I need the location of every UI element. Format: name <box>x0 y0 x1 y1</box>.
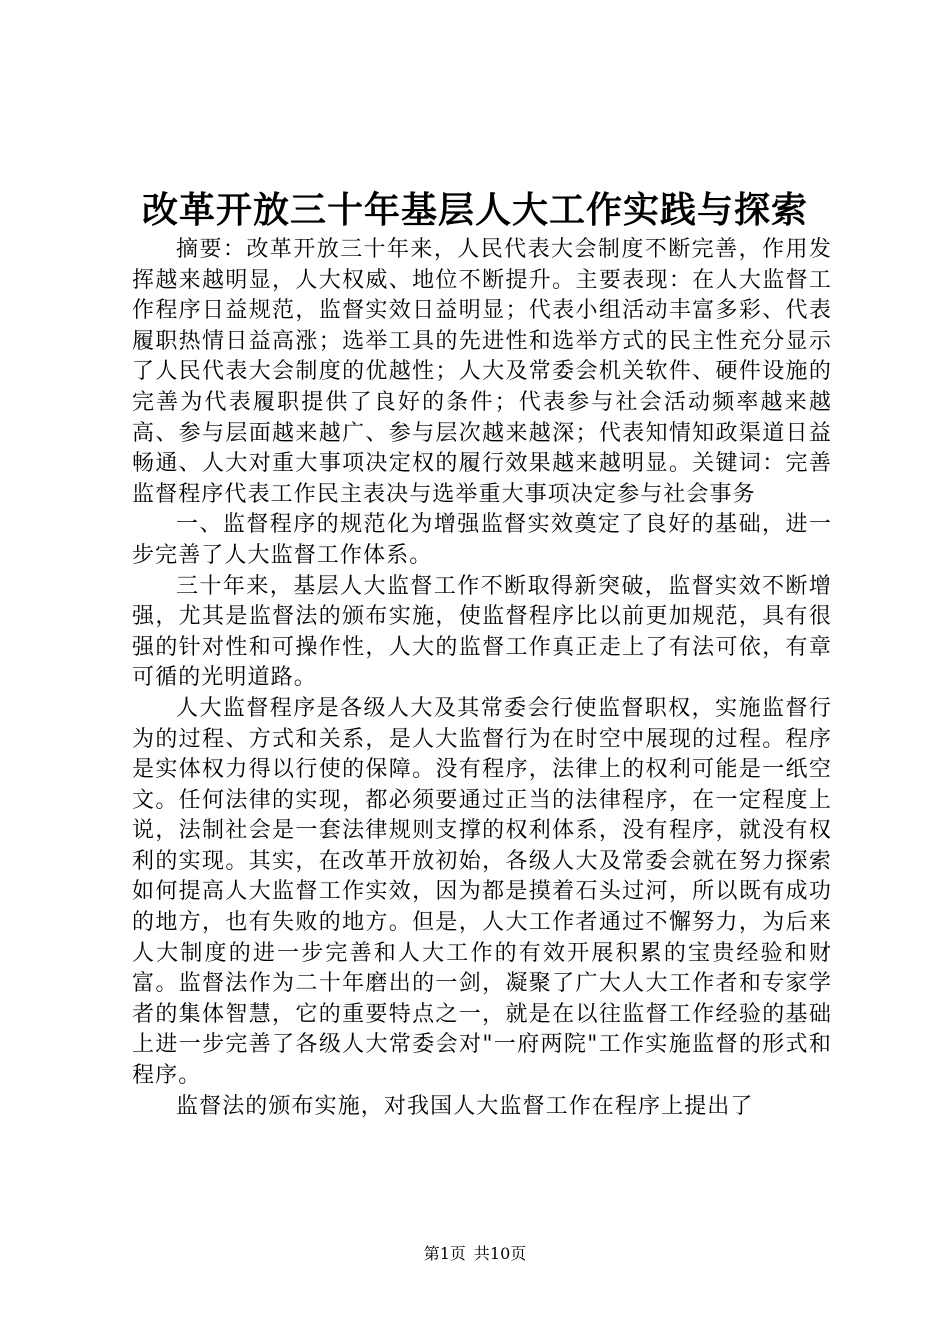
body-paragraph: 监督法的颁布实施，对我国人大监督工作在程序上提出了 <box>176 1093 754 1119</box>
document-title: 改革开放三十年基层人大工作实践与探索 <box>141 189 808 231</box>
section-heading-paragraph: 一、监督程序的规范化为增强监督实效奠定了良好的基础，进一步完善了人大监督工作体系。 <box>132 512 832 568</box>
body-paragraph: 三十年来，基层人大监督工作不断取得新突破，监督实效不断增强，尤其是监督法的颁布实施，使监督程序比以前更加规范，具有很强的针对性和可操作性，人大的监督工作真正走上了有法可依，有章可循的光明道路。 <box>132 573 832 691</box>
document-body <box>132 235 832 1122</box>
page-footer <box>0 1244 950 1264</box>
abstract-paragraph: 摘要：改革开放三十年来，人民代表大会制度不断完善，作用发挥越来越明显，人大权威、地位不断提升。主要表现：在人大监督工作程序日益规范，监督实效日益明显；代表小组活动丰富多彩、代表履职热情日益高涨；选举工具的先进性和选举方式的民主性充分显示了人民代表大会制度的优越性；人大及常委会机关软件、硬件设施的完善为代表履职提供了良好的条件；代表参与社会活动频率越来越高、参与层面越来越广、参与层次越来越深；代表知情知政渠道日益畅通、人大对重大事项决定权的履行效果越来越明显。关键词：完善监督程序代表工作民主表决与选举重大事项决定参与社会事务 <box>132 237 832 507</box>
page-total: 共10页 <box>473 1244 527 1263</box>
body-paragraph: 人大监督程序是各级人大及其常委会行使监督职权，实施监督行为的过程、方式和关系，是人大监督行为在时空中展现的过程。程序是实体权力得以行使的保障。没有程序，法律上的权利可能是一纸空文。任何法律的实现，都必须要通过正当的法律程序，在一定程度上说，法制社会是一套法律规则支撑的权利体系，没有程序，就没有权利的实现。其实，在改革开放初始，各级人大及常委会就在努力探索如何提高人大监督工作实效，因为都是摸着石头过河，所以既有成功的地方，也有失败的地方。但是，人大工作者通过不懈努力，为后来人大制度的进一步完善和人大工作的有效开展积累的宝贵经验和财富。监督法作为二十年磨出的一剑，凝聚了广大人大工作者和专家学者的集体智慧，它的重要特点之一，就是在以往监督工作经验的基础上进一步完善了各级人大常委会对"一府两院"工作实施监督的形式和程序。 <box>132 695 832 1089</box>
page-number: 第1页 <box>423 1244 466 1263</box>
